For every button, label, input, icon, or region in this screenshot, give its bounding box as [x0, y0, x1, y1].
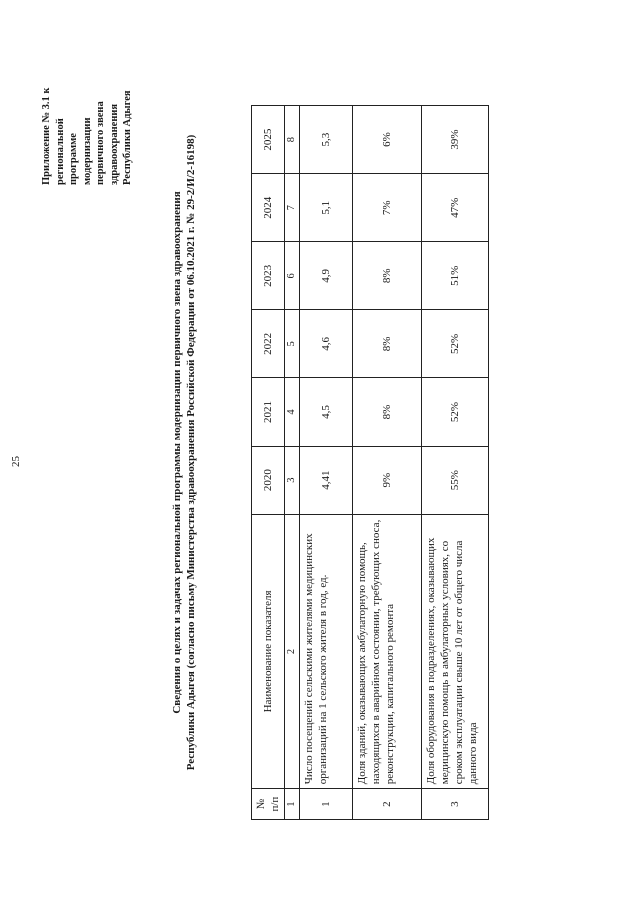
indicator-value: 5,1: [300, 174, 353, 242]
indicator-value: 4,6: [300, 310, 353, 378]
indicator-value: 4,5: [300, 378, 353, 446]
indicator-value: 7%: [353, 174, 422, 242]
table-row: [300, 106, 353, 820]
appendix-note: [40, 25, 135, 185]
appendix-line: модернизации: [81, 117, 93, 185]
column-number: 5: [285, 310, 300, 378]
column-number: 4: [285, 378, 300, 446]
title-line-2: Республики Адыгея (согласно письму Министерства здравоохранения Российской Федерации от 06.10.2021 г. № 29-2/И/2-16198): [185, 134, 197, 771]
indicators-table: [251, 105, 489, 820]
indicator-name: Доля оборудования в подразделениях, оказывающих медицинскую помощь в амбулаторных условиях, со сроком эксплуатации свыше 10 лет от общего числа данного вида: [422, 514, 489, 789]
appendix-line: здравоохранения: [108, 103, 120, 185]
indicator-name: Доля зданий, оказывающих амбулаторную помощь, находящихся в аварийном состоянии, требующих сноса, реконструкции, капитального ремонта: [353, 514, 422, 789]
indicator-value: 5,3: [300, 106, 353, 174]
header-indicator-name: Наименование показателя: [252, 514, 285, 789]
indicator-value: 6%: [353, 106, 422, 174]
appendix-line: программе: [68, 133, 79, 185]
header-year: 2020: [252, 446, 285, 514]
header-year: 2025: [252, 106, 285, 174]
row-number: 3: [422, 789, 489, 820]
table-row: [422, 106, 489, 820]
column-number: 8: [285, 106, 300, 174]
row-number: 1: [300, 789, 353, 820]
header-year: 2021: [252, 378, 285, 446]
header-number: № п/п: [252, 789, 285, 820]
header-year: 2024: [252, 174, 285, 242]
column-number-row: [285, 106, 300, 820]
appendix-line: Республики Адыгея: [122, 90, 133, 185]
indicator-value: 51%: [422, 242, 489, 310]
row-number: 2: [353, 789, 422, 820]
appendix-line: Приложение № 3.1 к: [41, 87, 52, 185]
indicator-value: 55%: [422, 446, 489, 514]
column-number: 1: [285, 789, 300, 820]
indicator-value: 47%: [422, 174, 489, 242]
table-row: [353, 106, 422, 820]
indicator-value: 9%: [353, 446, 422, 514]
column-number: 7: [285, 174, 300, 242]
page-number: 25: [10, 456, 22, 467]
header-year: 2022: [252, 310, 285, 378]
document-title: [170, 0, 198, 905]
indicator-value: 52%: [422, 378, 489, 446]
indicator-value: 8%: [353, 242, 422, 310]
indicator-value: 8%: [353, 310, 422, 378]
column-number: 6: [285, 242, 300, 310]
indicator-value: 52%: [422, 310, 489, 378]
column-number: 2: [285, 514, 300, 789]
indicator-value: 4,9: [300, 242, 353, 310]
column-number: 3: [285, 446, 300, 514]
title-line-1: Сведения о целях и задачах региональной программы модернизации первичного звена здравоохранения: [171, 191, 183, 714]
appendix-line: региональной: [54, 118, 66, 185]
header-year: 2023: [252, 242, 285, 310]
indicator-value: 4,41: [300, 446, 353, 514]
indicator-value: 39%: [422, 106, 489, 174]
table-header-row: [252, 106, 285, 820]
appendix-line: первичного звена: [95, 101, 106, 185]
indicator-value: 8%: [353, 378, 422, 446]
indicator-name: Число посещений сельскими жителями медицинских организаций на 1 сельского жителя в год, ед.: [300, 514, 353, 789]
